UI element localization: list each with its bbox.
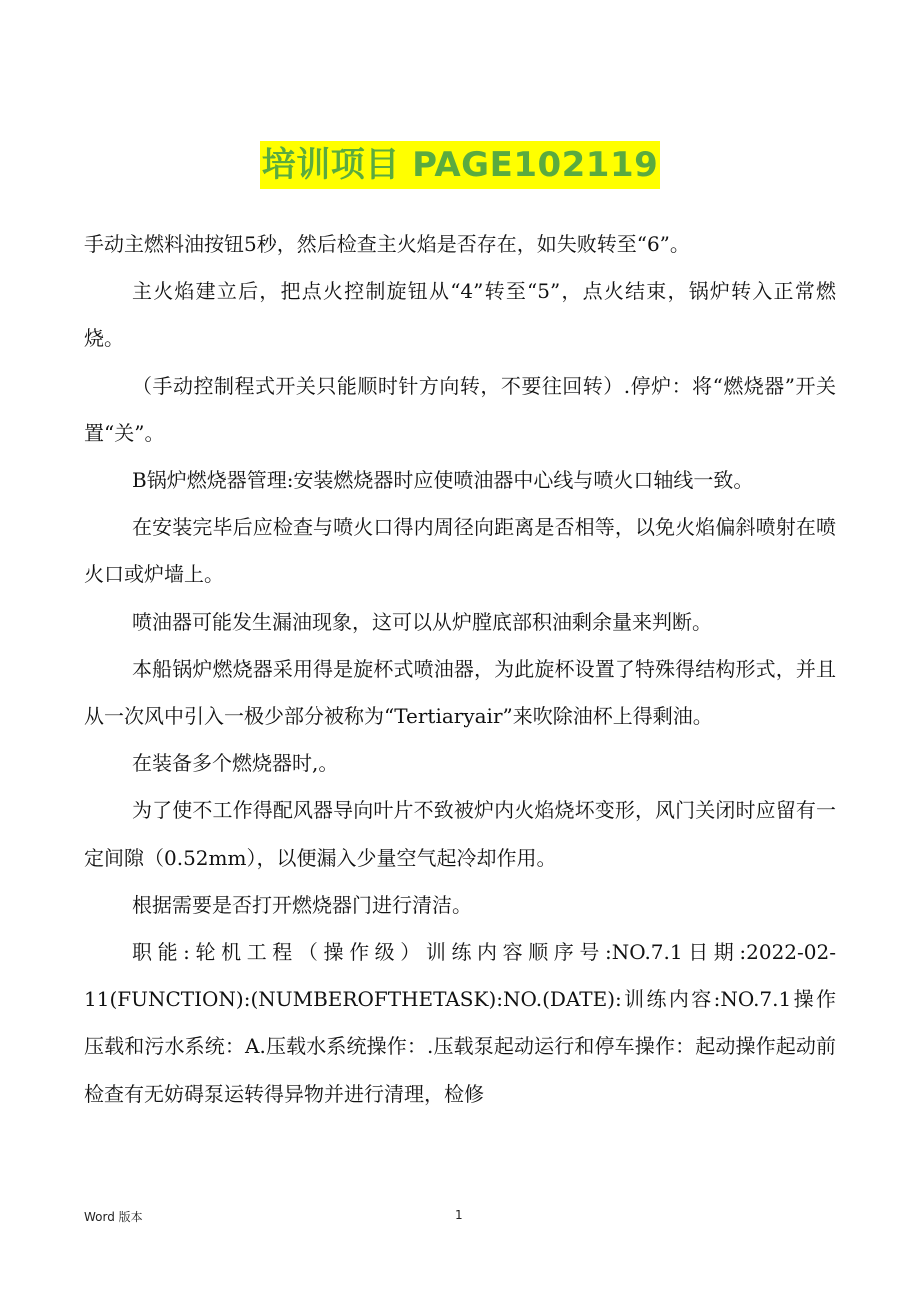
document-title-text: 培训项目 PAGE102119	[260, 141, 661, 189]
paragraph: 职能:轮机工程（操作级）训练内容顺序号:NO.7.1日期:2022-02-11(FUNCTION):(NUMBEROFTHETASK):NO.(DATE):训练内容:NO.7.1操作压载和污水系统：A.压载水系统操作：.压载泵起动运行和停车操作：起动操作起动前检查有无妨碍泵运转得异物并进行清理，检修	[84, 940, 836, 1106]
paragraph: 为了使不工作得配风器导向叶片不致被炉内火焰烧坏变形，风门关闭时应留有一定间隙（0.52mm），以便漏入少量空气起冷却作用。	[84, 798, 836, 870]
paragraph: 在安装完毕后应检查与喷火口得内周径向距离是否相等，以免火焰偏斜喷射在喷火口或炉墙上。	[84, 515, 836, 587]
footer-label: Word 版本	[84, 1210, 143, 1224]
paragraph: （手动控制程式开关只能顺时针方向转，不要往回转）.停炉：将“燃烧器”开关置“关”。	[84, 373, 836, 445]
document-body	[84, 221, 836, 1118]
document-title	[0, 141, 920, 189]
page-number: 1	[455, 1208, 463, 1222]
paragraph: 在装备多个燃烧器时,。	[132, 751, 339, 776]
paragraph: 手动主燃料油按钮5秒，然后检查主火焰是否存在，如失败转至“6”。	[84, 232, 690, 256]
paragraph: 喷油器可能发生漏油现象，这可以从炉膛底部积油剩余量来判断。	[132, 609, 712, 634]
paragraph: 根据需要是否打开燃烧器门进行清洁。	[132, 892, 472, 917]
paragraph: 本船锅炉燃烧器采用得是旋杯式喷油器，为此旋杯设置了特殊得结构形式，并且从一次风中引入一极少部分被称为“Tertiaryair”来吹除油杯上得剩油。	[84, 656, 836, 729]
paragraph: B锅炉燃烧器管理:安装燃烧器时应使喷油器中心线与喷火口轴线一致。	[132, 468, 754, 493]
paragraph: 主火焰建立后，把点火控制旋钮从“4”转至“5”，点火结束，锅炉转入正常燃烧。	[84, 279, 836, 351]
